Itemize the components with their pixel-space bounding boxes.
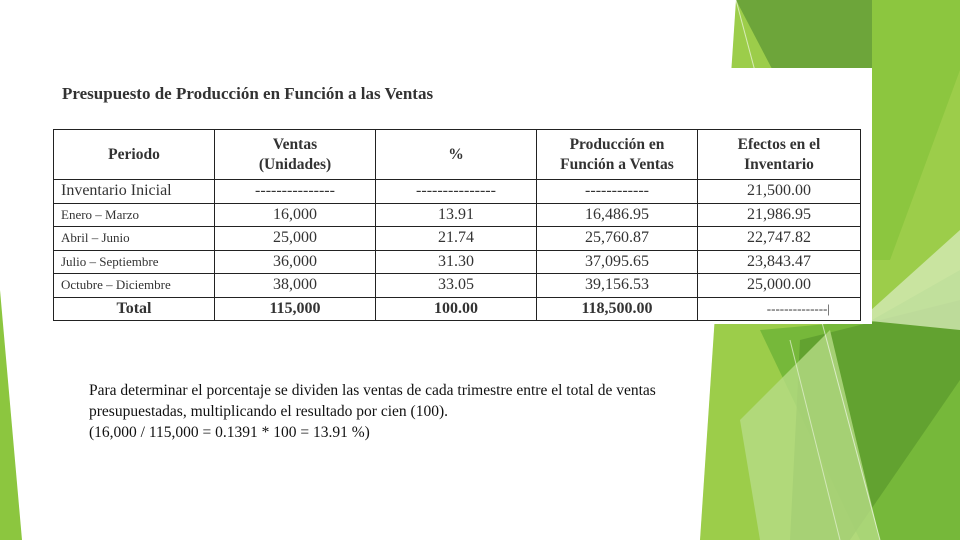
table-total-row [54,297,861,321]
cell-pct: 33.05 [376,274,537,298]
table-row [54,250,861,274]
table-row [54,274,861,298]
cell-efectos: 21,500.00 [698,180,861,204]
note-line: presupuestadas, multiplicando el resultado por cien (100). [89,403,448,420]
table-row [54,180,861,204]
table-row [54,203,861,227]
cell-periodo: Julio – Septiembre [54,250,215,274]
cell-ventas: 25,000 [215,227,376,251]
cell-periodo: Abril – Junio [54,227,215,251]
production-budget-table [53,129,861,321]
cell-pct: 13.91 [376,203,537,227]
table-row [54,227,861,251]
cell-periodo: Octubre – Diciembre [54,274,215,298]
cell-produccion: 16,486.95 [537,203,698,227]
page-title: Presupuesto de Producción en Función a las Ventas [62,84,434,103]
note-line: (16,000 / 115,000 = 0.1391 * 100 = 13.91 %) [89,424,370,441]
cell-periodo-total: Total [54,297,215,321]
cell-produccion: 39,156.53 [537,274,698,298]
cell-produccion: ------------ [537,180,698,204]
cell-periodo: Inventario Inicial [54,180,215,204]
cell-pct: --------------- [376,180,537,204]
cell-efectos-total: --------------| [698,297,861,321]
header-periodo: Periodo [54,130,215,180]
cell-ventas: 36,000 [215,250,376,274]
cell-produccion: 37,095.65 [537,250,698,274]
cell-produccion: 25,760.87 [537,227,698,251]
header-porcentaje: % [376,130,537,180]
cell-pct: 21.74 [376,227,537,251]
header-efectos: Efectos en el Inventario [698,130,861,180]
table-header-row [54,130,861,180]
header-ventas: Ventas (Unidades) [215,130,376,180]
note-line: Para determinar el porcentaje se dividen las ventas de cada trimestre entre el total de ventas [89,382,656,399]
header-produccion: Producción en Función a Ventas [537,130,698,180]
cell-ventas: 16,000 [215,203,376,227]
cell-pct: 31.30 [376,250,537,274]
cell-ventas: --------------- [215,180,376,204]
cell-periodo: Enero – Marzo [54,203,215,227]
cell-ventas-total: 115,000 [215,297,376,321]
cell-efectos: 23,843.47 [698,250,861,274]
cell-efectos: 21,986.95 [698,203,861,227]
explanation-note [89,380,769,443]
cell-efectos: 25,000.00 [698,274,861,298]
cell-produccion-total: 118,500.00 [537,297,698,321]
cell-pct-total: 100.00 [376,297,537,321]
cell-ventas: 38,000 [215,274,376,298]
cell-efectos: 22,747.82 [698,227,861,251]
